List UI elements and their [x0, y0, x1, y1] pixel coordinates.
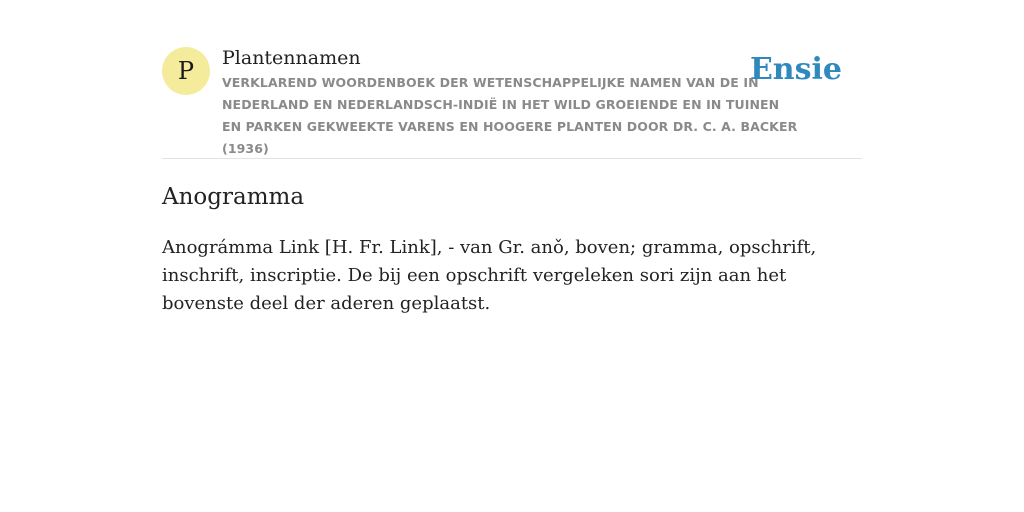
book-title-link[interactable]: Plantennamen: [222, 47, 361, 69]
entry-title: Anogramma: [162, 184, 305, 210]
entry-body: Anográmma Link [H. Fr. Link], - van Gr. anǒ, boven; gramma, opschrift, inschrift, inscriptie. De bij een opschrift vergeleken sori zijn aan het bovenste deel der aderen geplaatst.: [162, 237, 817, 314]
book-subtitle: VERKLAREND WOORDENBOEK DER WETENSCHAPPELIJKE NAMEN VAN DE IN NEDERLAND EN NEDERLANDSCH-INDIË IN HET WILD GROEIENDE EN IN TUINEN EN PARKEN GEKWEEKTE VARENS EN HOOGERE PLANTEN DOOR DR. C. A. BACKER (1936): [222, 75, 798, 156]
header: [162, 44, 862, 159]
avatar: P: [162, 47, 210, 95]
brand-logo-link[interactable]: Ensie: [749, 52, 842, 87]
